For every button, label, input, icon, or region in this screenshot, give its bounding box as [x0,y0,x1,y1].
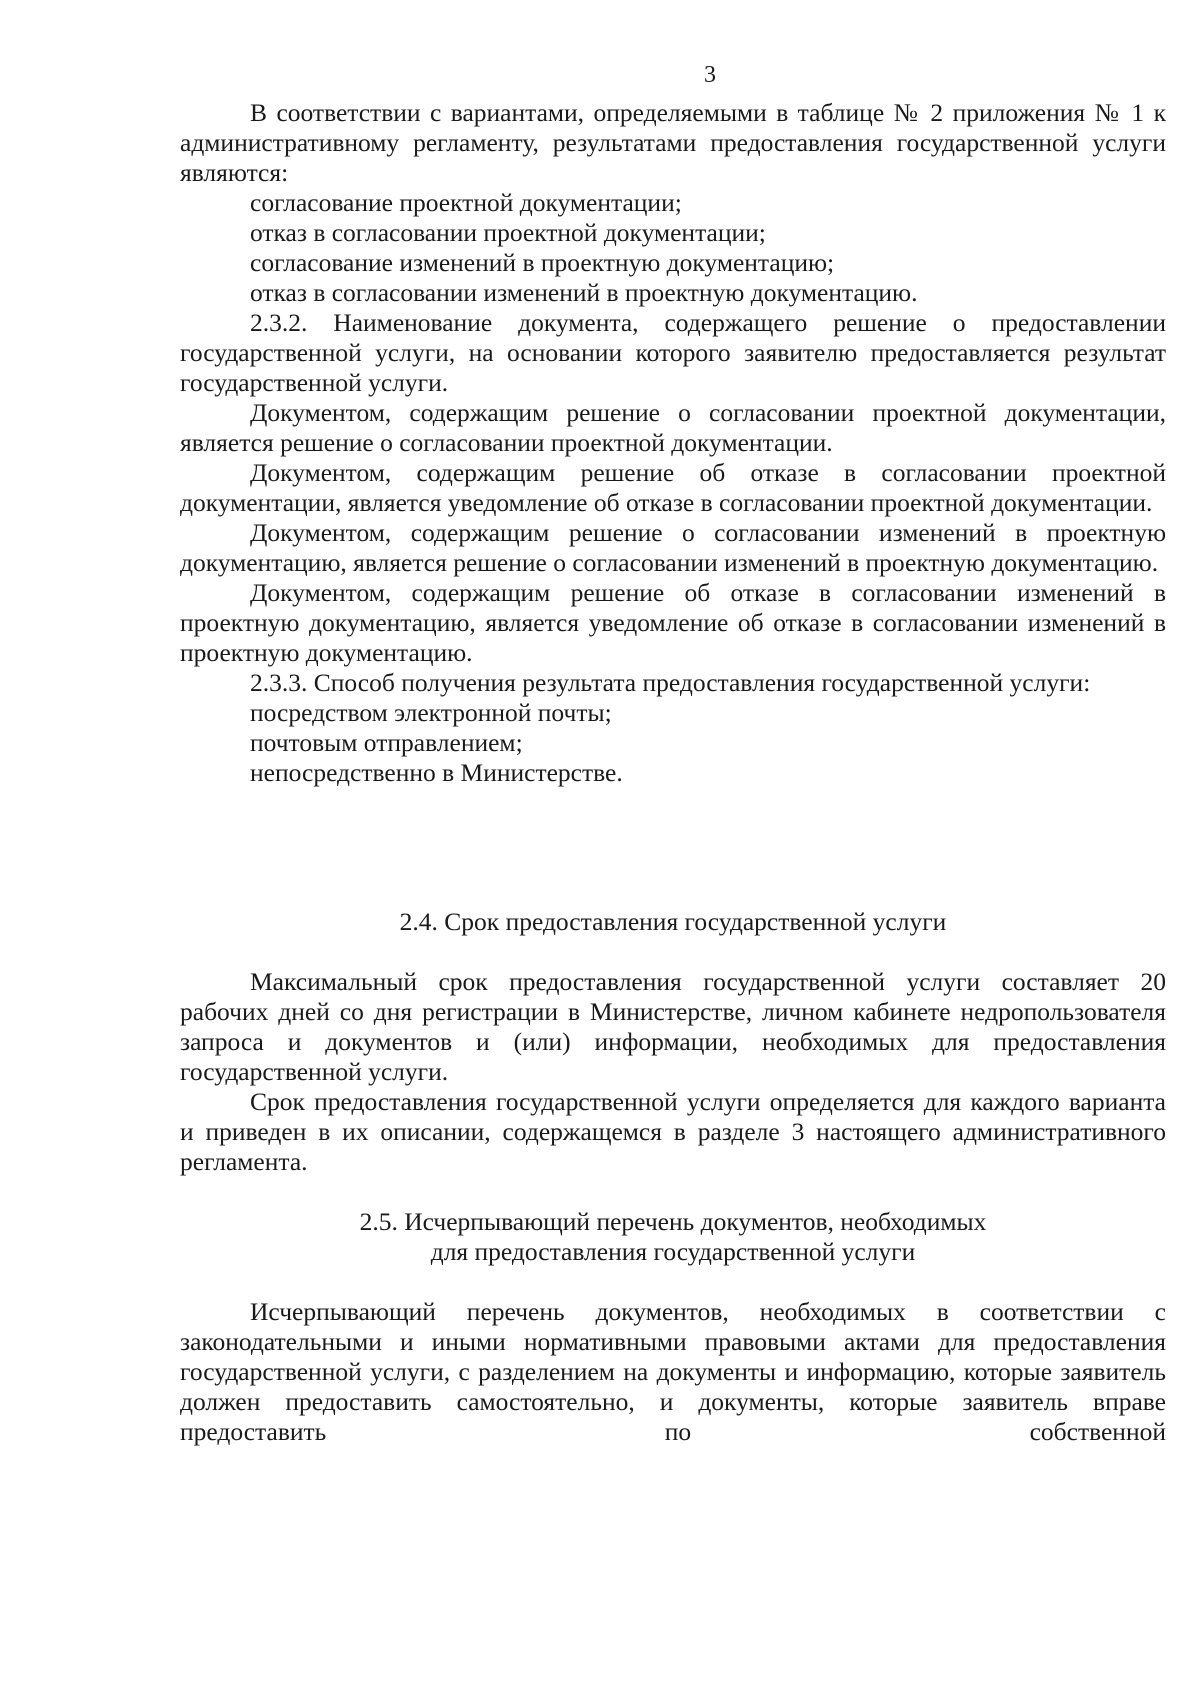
heading-2-4: 2.4. Срок предоставления государственной услуги [399,907,947,936]
paragraph-2-3-2: 2.3.2. Наименование документа, содержащего решение о предоставлении государственной услуги, на основании которого заявителю предоставляется результат государственной услуги. [180,308,1166,397]
paragraph-2-4-2: Срок предоставления государственной услуги определяется для каждого варианта и приведен в их описании, содержащемся в разделе 3 настоящего административного регламента. [180,1087,1166,1176]
paragraph-2-3-3: 2.3.3. Способ получения результата предоставления государственной услуги: [250,668,1091,697]
paragraph-2-4-1: Максимальный срок предоставления государственной услуги составляет 20 рабочих дней со дня регистрации в Министерстве, личном кабинете недропользователя запроса и документов и (или) информации, необходимых для предоставления государственной услуги. [180,967,1166,1086]
section-2-4-block [180,907,1166,1177]
paragraph-document-3: Документом, содержащим решение о согласовании изменений в проектную документацию, является решение о согласовании изменений в проектную документацию. [180,518,1166,577]
result-item-1: согласование проектной документации; [250,188,682,217]
page-number: 3 [704,62,716,88]
intro-paragraph: В соответствии с вариантами, определяемыми в таблице № 2 приложения № 1 к административному регламенту, результатами предоставления государственной услуги являются: [180,98,1166,187]
method-item-3: непосредственно в Министерстве. [250,758,623,787]
result-item-4: отказ в согласовании изменений в проектную документацию. [250,278,918,307]
result-item-3: согласование изменений в проектную документацию; [250,248,835,277]
paragraph-2-5-1: Исчерпывающий перечень документов, необходимых в соответствии с законодательными и иными нормативными правовыми актами для предоставления государственной услуги, с разделением на документы и информацию, которые заявитель должен предоставить самостоятельно, и документы, которые заявитель вправе предоставить по собственной [180,1297,1166,1446]
method-item-1: посредством электронной почты; [250,698,612,727]
paragraph-document-2: Документом, содержащим решение об отказе в согласовании проектной документации, является уведомление об отказе в согласовании проектной документации. [180,458,1166,517]
result-item-2: отказ в согласовании проектной документации; [250,218,766,247]
paragraph-document-4: Документом, содержащим решение об отказе в согласовании изменений в проектную документацию, является уведомление об отказе в согласовании изменений в проектную документацию. [180,578,1166,667]
section-2-3-block [180,98,1166,788]
section-2-5-block [180,1207,1166,1447]
paragraph-document-1: Документом, содержащим решение о согласовании проектной документации, является решение о согласовании проектной документации. [180,398,1166,457]
heading-2-5-line-2: для предоставления государственной услуги [430,1237,916,1266]
heading-2-5-line-1: 2.5. Исчерпывающий перечень документов, необходимых [359,1207,987,1236]
method-item-2: почтовым отправлением; [250,728,523,757]
